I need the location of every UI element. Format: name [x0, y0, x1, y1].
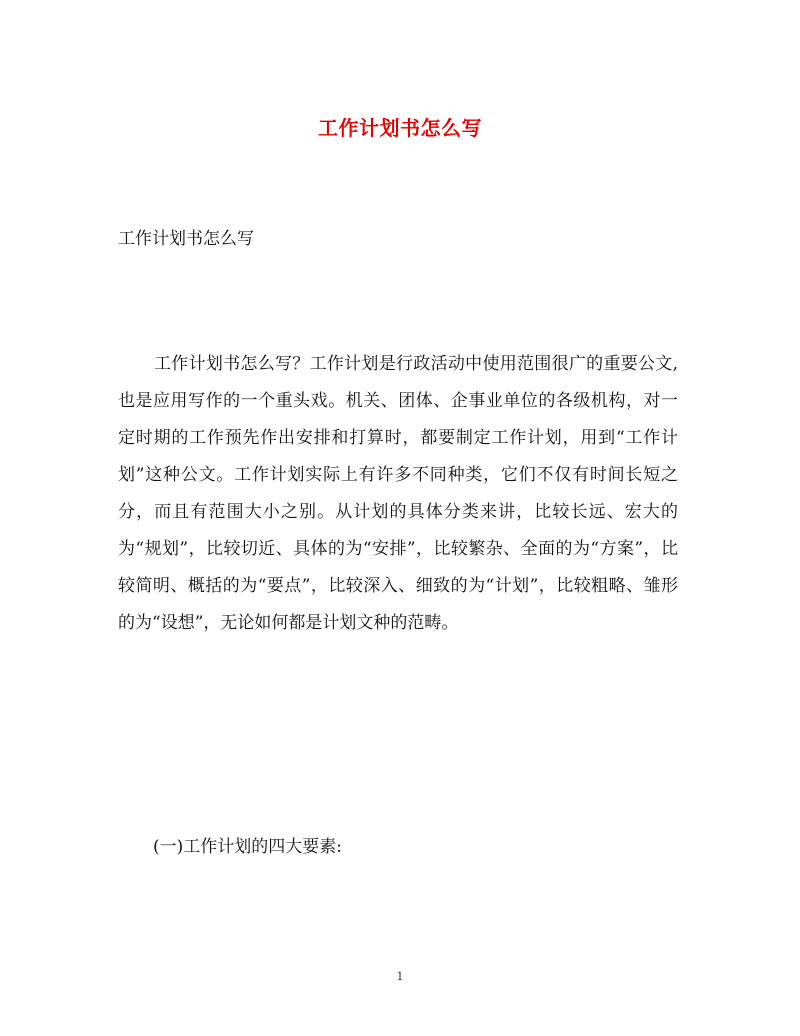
page-number: 1 — [396, 970, 404, 983]
document-subtitle: 工作计划书怎么写 — [118, 229, 254, 249]
document-title: 工作计划书怎么写 — [318, 116, 482, 140]
body-paragraph: 工作计划书怎么写？工作计划是行政活动中使用范围很广的重要公文,也是应用写作的一个重头戏。机关、团体、企事业单位的各级机构，对一定时期的工作预先作出安排和打算时，都要制定工作计划，用到“工作计划”这种公文。工作计划实际上有许多不同种类，它们不仅有时间长短之分，而且有范围大小之别。从计划的具体分类来讲，比较长远、宏大的为“规划”，比较切近、具体的为“安排”，比较繁杂、全面的为“方案”，比较简明、概括的为“要点”，比较深入、细致的为“计划”，比较粗略、雏形的为“设想”，无论如何都是计划文种的范畴。 — [118, 354, 678, 633]
section-heading: (一)工作计划的四大要素: — [153, 837, 342, 857]
